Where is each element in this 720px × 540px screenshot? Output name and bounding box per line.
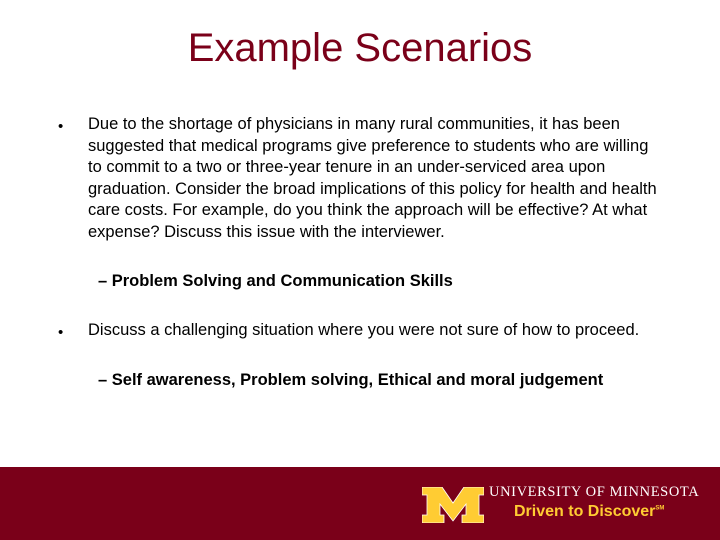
bullet-marker: • [58, 324, 64, 341]
tagline [514, 503, 664, 521]
trademark-mark: SM [655, 505, 665, 512]
tagline-text: Driven to Discover [514, 503, 656, 520]
university-name: UNIVERSITY OF MINNESOTA [489, 484, 700, 500]
bullet-text-1: Due to the shortage of physicians in many rural communities, it has been suggested that medical programs give preference to students who are willing to commit to a two or three-year tenure in an under-serviced area upon graduation. Consider the broad implications of this policy for health and health care costs. For example, do you think the approach will be effective? At what expense? Discuss this issue with the interviewer. [88, 115, 657, 241]
bullet-sub-2: – Self awareness, Problem solving, Ethical and moral judgement [98, 371, 604, 389]
bullet-sub-1: – Problem Solving and Communication Skills [98, 272, 453, 290]
slide-title: Example Scenarios [187, 26, 533, 70]
block-m-logo-icon [422, 487, 484, 523]
bullet-text-2: Discuss a challenging situation where you were not sure of how to proceed. [88, 321, 640, 339]
bullet-marker: • [58, 118, 64, 135]
